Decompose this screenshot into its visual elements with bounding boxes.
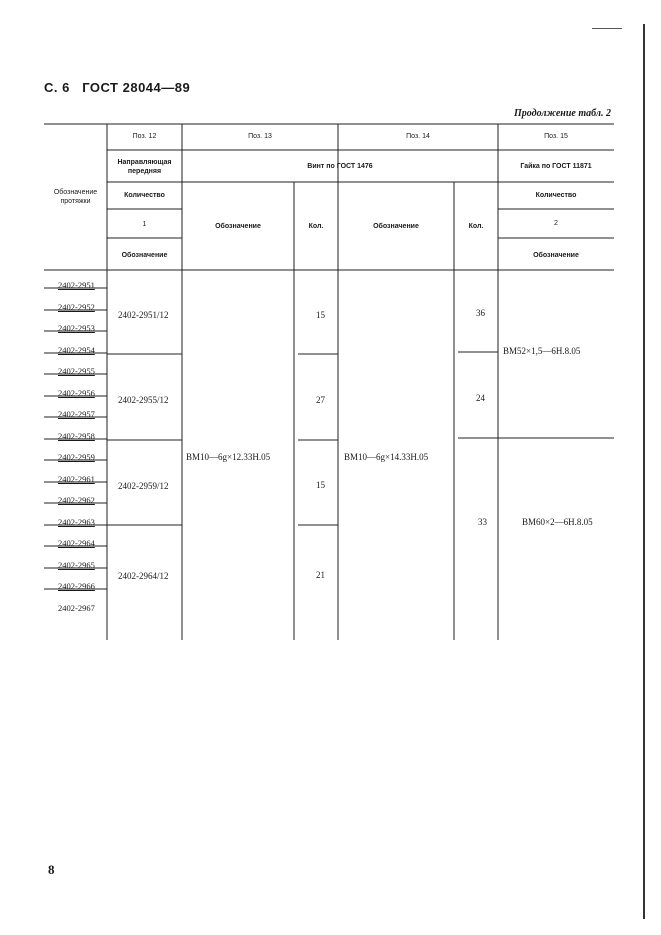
table-row: 2402-2956 — [58, 388, 95, 398]
table-row: 2402-2953 — [58, 323, 95, 333]
pos14-designation: Обозначение — [373, 223, 419, 230]
nut15-designation: ВМ60×2—6Н.8.05 — [522, 517, 593, 527]
table-row: 2402-2951 — [58, 280, 95, 290]
continuation-note: Продолжение табл. 2 — [513, 108, 611, 119]
guide-designation: 2402-2955/12 — [118, 395, 169, 405]
table-row: 2402-2964 — [58, 538, 95, 548]
pos13-label: Поз. 13 — [248, 133, 272, 140]
table-row: 2402-2959 — [58, 452, 95, 462]
guide-designation: 2402-2964/12 — [118, 571, 169, 581]
screw14-designation: ВМ10—6g×14.33Н.05 — [344, 452, 429, 462]
pos15-qty: 2 — [554, 220, 558, 227]
table-row: 2402-2965 — [58, 560, 95, 570]
screw14-qty: 24 — [476, 393, 485, 403]
designation-col-header: Обозначение протяжки — [53, 189, 98, 205]
pos12-qty-label: Количество — [124, 192, 165, 199]
table-row: 2402-2961 — [58, 474, 95, 484]
table-row: 2402-2955 — [58, 366, 95, 376]
table-row: 2402-2963 — [58, 517, 95, 527]
screw13-qty: 21 — [316, 570, 325, 580]
table-row: 2402-2967 — [58, 603, 95, 613]
pos14-qty: Кол. — [468, 223, 484, 230]
pos12-qty: 1 — [142, 221, 147, 228]
table-row: 2402-2954 — [58, 345, 95, 355]
standard-ref: ГОСТ 28044—89 — [82, 80, 191, 95]
pos15-name: Гайка по ГОСТ 11871 — [520, 163, 592, 170]
pos15-label: Поз. 15 — [544, 133, 568, 140]
table-row: 2402-2962 — [58, 495, 95, 505]
screw14-qty: 36 — [476, 308, 485, 318]
pos12-name: Направляющая передняя — [117, 159, 172, 175]
pos15-qty-label: Количество — [535, 192, 577, 199]
page-number: 8 — [48, 862, 55, 877]
screw14-qty: 33 — [478, 517, 487, 527]
table-row: 2402-2957 — [58, 409, 95, 419]
guide-designation: 2402-2951/12 — [118, 310, 169, 320]
table-row: 2402-2966 — [58, 581, 95, 591]
guide-designation: 2402-2959/12 — [118, 481, 169, 491]
page-ref: С. 6 — [44, 80, 70, 95]
nut15-designation: ВМ52×1,5—6Н.8.05 — [503, 346, 581, 356]
pos12-designation: Обозначение — [121, 252, 168, 259]
pos15-designation: Обозначение — [533, 252, 579, 259]
pos13-qty: Кол. — [308, 223, 324, 230]
pos12-label: Поз. 12 — [132, 133, 157, 140]
table-row: 2402-2952 — [58, 302, 95, 312]
table-row: 2402-2958 — [58, 431, 95, 441]
screw13-qty: 15 — [316, 480, 325, 490]
screw13-designation: ВМ10—6g×12.33Н.05 — [186, 452, 271, 462]
pos13-designation: Обозначение — [215, 223, 261, 230]
screw-header: Винт по ГОСТ 1476 — [307, 163, 373, 170]
screw13-qty: 15 — [316, 310, 325, 320]
pos14-label: Поз. 14 — [406, 133, 430, 140]
screw13-qty: 27 — [316, 395, 325, 405]
